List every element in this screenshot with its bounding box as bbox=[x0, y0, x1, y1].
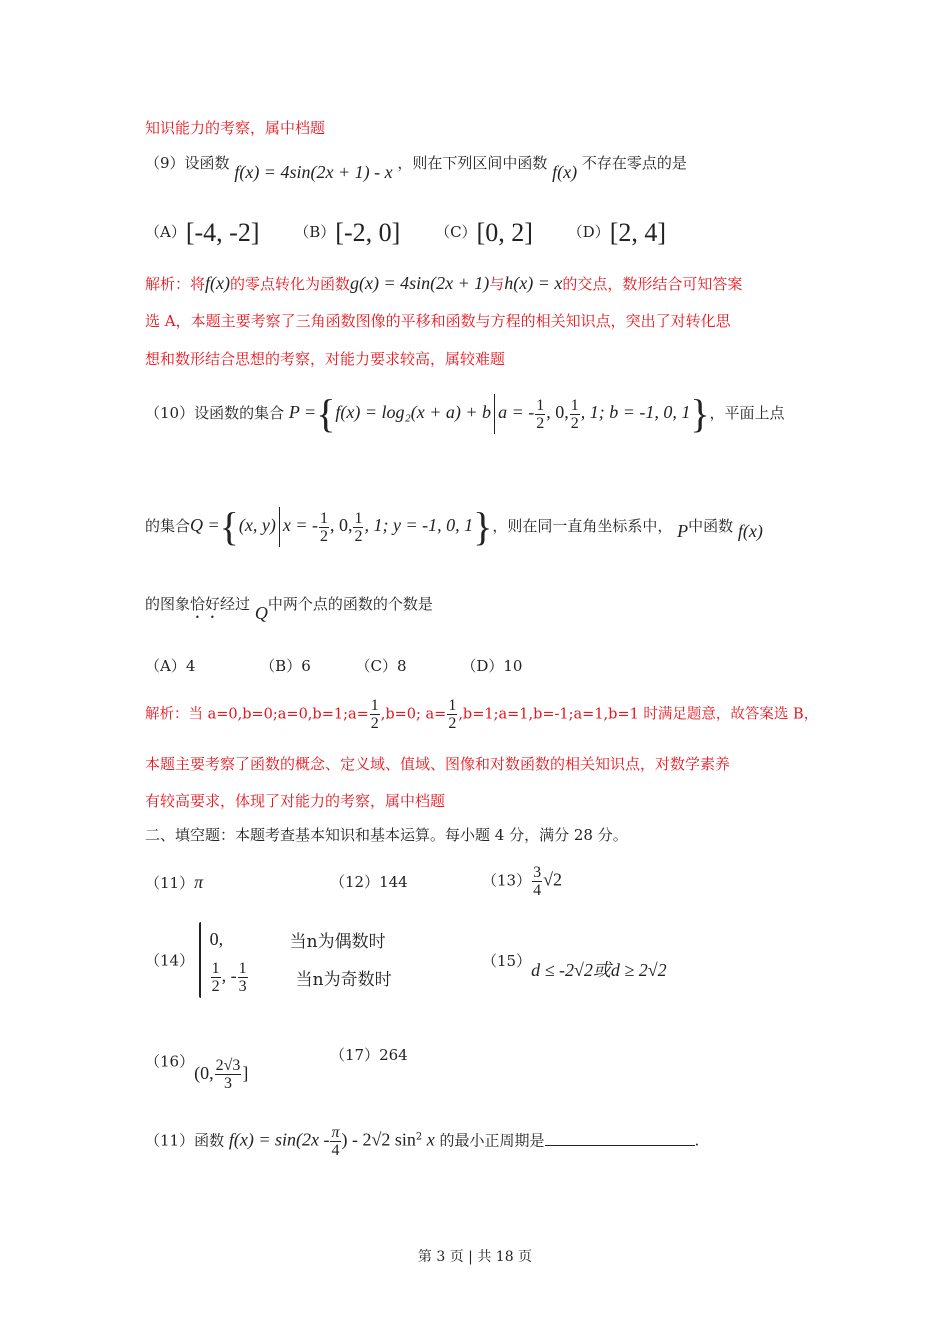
option-c bbox=[356, 656, 407, 676]
math: f(x) = log₂(x + a) + b bbox=[335, 402, 492, 422]
numerator: π bbox=[331, 1124, 340, 1141]
answer-16 bbox=[145, 1045, 249, 1092]
analysis-10-line2: 本题主要考察了函数的概念、定义域、值域、图像和对数函数的相关知识点，对数学素养 bbox=[145, 755, 731, 773]
option-value: [-4, -2] bbox=[185, 218, 260, 247]
text: 的交点，数形结合可知答案 bbox=[562, 275, 743, 293]
brace: } bbox=[473, 504, 493, 549]
q9-tail: 不存在零点的是 bbox=[581, 154, 687, 172]
math: g(x) = 4sin(2x + 1) bbox=[350, 273, 490, 293]
denominator: 3 bbox=[238, 977, 247, 995]
option-d bbox=[567, 218, 667, 247]
answer-14 bbox=[145, 922, 392, 998]
label: （12） bbox=[330, 873, 380, 891]
numerator: 1 bbox=[570, 396, 579, 414]
text: ，则在同一直角坐标系中， bbox=[492, 517, 673, 535]
denominator: 2 bbox=[319, 527, 328, 545]
option-label: （A） bbox=[145, 657, 186, 675]
option-c bbox=[435, 218, 533, 247]
option-label: （C） bbox=[435, 223, 477, 241]
math: , 0, bbox=[329, 515, 353, 535]
answer-15 bbox=[482, 950, 667, 980]
question-11 bbox=[145, 1124, 699, 1159]
value: ] bbox=[242, 1062, 249, 1083]
text: ,b=1;a=1,b=-1;a=1,b=1 时满足题意，故答案选 B， bbox=[458, 706, 819, 723]
analysis-10-line1 bbox=[145, 697, 818, 732]
fraction bbox=[353, 510, 363, 545]
analysis-9-line2: 选 A，本题主要考察了三角函数图像的平移和函数与方程的相关知识点，突出了对转化思 bbox=[145, 312, 731, 330]
option-label: （D） bbox=[461, 657, 504, 675]
math: , 1; y = -1, 0, 1 bbox=[364, 515, 474, 535]
q9-fx: f(x) bbox=[552, 162, 578, 182]
denominator: 2 bbox=[211, 977, 220, 995]
brace: } bbox=[690, 391, 710, 436]
math: Q = bbox=[190, 515, 220, 535]
fraction bbox=[238, 960, 248, 995]
question-9 bbox=[145, 152, 687, 182]
text: 的集合 bbox=[145, 517, 191, 535]
numerator: 1 bbox=[370, 697, 379, 714]
numerator: 1 bbox=[536, 396, 545, 414]
math: f(x) = sin(2x - bbox=[228, 1129, 330, 1150]
option-value: [0, 2] bbox=[476, 218, 533, 247]
case-value: 0, bbox=[209, 928, 224, 949]
math: , 1; b = -1, 0, 1 bbox=[580, 402, 691, 422]
text: 解析：将 bbox=[145, 275, 206, 293]
numerator: 1 bbox=[354, 509, 363, 527]
q9-options bbox=[145, 218, 696, 247]
question-10-line2 bbox=[145, 504, 763, 549]
fraction bbox=[319, 510, 329, 545]
math: Q bbox=[254, 603, 268, 623]
value: d ≤ -2√2或d ≥ 2√2 bbox=[531, 960, 667, 980]
value: 264 bbox=[379, 1046, 408, 1064]
option-value: [2, 4] bbox=[609, 218, 667, 247]
math: (x, y) bbox=[238, 515, 276, 535]
divider bbox=[279, 507, 280, 547]
math: P = bbox=[288, 402, 317, 422]
numerator: 1 bbox=[211, 959, 220, 977]
math: h(x) = x bbox=[504, 273, 563, 293]
q10-label: （10）设函数的集合 bbox=[145, 404, 285, 422]
answer-13 bbox=[482, 864, 562, 899]
label: （17） bbox=[330, 1046, 380, 1064]
option-label: （B） bbox=[260, 657, 302, 675]
numerator: 1 bbox=[448, 697, 457, 714]
fraction bbox=[370, 697, 380, 732]
denominator: 2 bbox=[354, 527, 363, 545]
text: . bbox=[694, 1131, 700, 1150]
label: （13） bbox=[482, 871, 532, 890]
fraction bbox=[211, 960, 221, 995]
option-a bbox=[145, 656, 195, 676]
text: 中两个点的函数的个数是 bbox=[267, 595, 433, 613]
fraction bbox=[447, 697, 457, 732]
label: （15） bbox=[482, 952, 532, 970]
text: 经过 bbox=[220, 595, 251, 613]
case-condition: 当n为奇数时 bbox=[295, 969, 392, 990]
math: x = - bbox=[282, 515, 318, 535]
analysis-10-line3: 有较高要求，体现了对能力的考察，属中档题 bbox=[145, 792, 446, 810]
value: √2 bbox=[543, 869, 562, 890]
math: x bbox=[422, 1129, 435, 1150]
numerator: 1 bbox=[319, 509, 328, 527]
option-value: 8 bbox=[397, 657, 407, 675]
value: (0, bbox=[194, 1062, 214, 1083]
numerator: 1 bbox=[238, 959, 247, 977]
text: 与 bbox=[489, 275, 505, 293]
numerator: 2√3 bbox=[215, 1057, 241, 1074]
answer-blank[interactable] bbox=[545, 1131, 695, 1146]
text: 的最小正周期是 bbox=[439, 1131, 545, 1150]
option-label: （C） bbox=[355, 657, 398, 675]
divider bbox=[494, 394, 495, 434]
exponent: 2 bbox=[415, 1131, 423, 1143]
option-label: （A） bbox=[145, 223, 186, 241]
fraction bbox=[330, 1124, 340, 1159]
brace bbox=[199, 922, 201, 998]
math: f(x) bbox=[205, 273, 230, 293]
math: a = - bbox=[498, 402, 535, 422]
denominator: 2 bbox=[570, 414, 579, 432]
text: 的零点转化为函数 bbox=[230, 275, 351, 293]
denominator: 3 bbox=[223, 1075, 232, 1092]
option-b bbox=[260, 656, 311, 676]
fraction bbox=[535, 397, 545, 432]
text: 中函数 bbox=[688, 517, 734, 535]
math: f(x) bbox=[737, 521, 763, 541]
fraction bbox=[215, 1057, 242, 1092]
option-value: 6 bbox=[301, 657, 311, 675]
answer-17 bbox=[330, 1045, 408, 1065]
text: ，平面上点 bbox=[709, 404, 785, 422]
q9-label: （9）设函数 bbox=[145, 154, 230, 172]
math: , 0, bbox=[546, 402, 569, 422]
option-a bbox=[145, 218, 260, 247]
fraction bbox=[532, 864, 542, 899]
math: ) - 2√2 sin bbox=[341, 1129, 416, 1150]
q9-text: ，则在下列区间中函数 bbox=[397, 154, 548, 172]
answer-11 bbox=[145, 872, 203, 893]
label: （14） bbox=[145, 951, 195, 970]
option-b bbox=[294, 218, 401, 247]
section-heading: 二、填空题：本题考查基本知识和基本运算。每小题 4 分，满分 28 分。 bbox=[145, 826, 628, 844]
numerator: 3 bbox=[533, 864, 542, 881]
emphasized-text: 恰好 bbox=[190, 595, 221, 613]
text: 解析：当 a=0,b=0;a=0,b=1;a= bbox=[145, 706, 369, 723]
denominator: 4 bbox=[533, 882, 542, 899]
option-d bbox=[461, 656, 522, 676]
q10-options bbox=[145, 656, 552, 676]
question-10-line3 bbox=[145, 593, 433, 622]
denominator: 4 bbox=[331, 1142, 340, 1159]
q11-label: （11）函数 bbox=[145, 1131, 225, 1150]
analysis-9-line1 bbox=[145, 273, 742, 294]
denominator: 2 bbox=[370, 715, 379, 732]
text: 的图象 bbox=[145, 595, 191, 613]
label: （11） bbox=[145, 874, 195, 892]
question-10-line1 bbox=[145, 391, 785, 436]
text: ,b=0; a= bbox=[380, 706, 447, 723]
analysis-9-line3: 想和数形结合思想的考察，对能力要求较高，属较难题 bbox=[145, 350, 506, 368]
value: π bbox=[194, 872, 204, 892]
brace: { bbox=[316, 391, 336, 436]
page-footer: 第 3 页 | 共 18 页 bbox=[417, 1249, 533, 1265]
option-label: （D） bbox=[567, 223, 610, 241]
separator: , - bbox=[221, 965, 237, 985]
denominator: 2 bbox=[448, 715, 457, 732]
option-value: [-2, 0] bbox=[335, 218, 401, 247]
brace: { bbox=[219, 504, 239, 549]
q9-expression: f(x) = 4sin(2x + 1) - x bbox=[234, 162, 393, 182]
cases bbox=[210, 922, 392, 998]
math: P bbox=[677, 521, 689, 541]
case-condition: 当n为偶数时 bbox=[289, 931, 386, 952]
intro-tail: 知识能力的考察，属中档题 bbox=[145, 119, 326, 137]
value: 144 bbox=[379, 873, 408, 891]
label: （16） bbox=[145, 1052, 195, 1071]
answer-12 bbox=[330, 872, 408, 892]
denominator: 2 bbox=[536, 414, 545, 432]
option-value: 4 bbox=[185, 657, 196, 675]
option-label: （B） bbox=[294, 223, 336, 241]
fraction bbox=[570, 397, 580, 432]
option-value: 10 bbox=[503, 657, 523, 675]
